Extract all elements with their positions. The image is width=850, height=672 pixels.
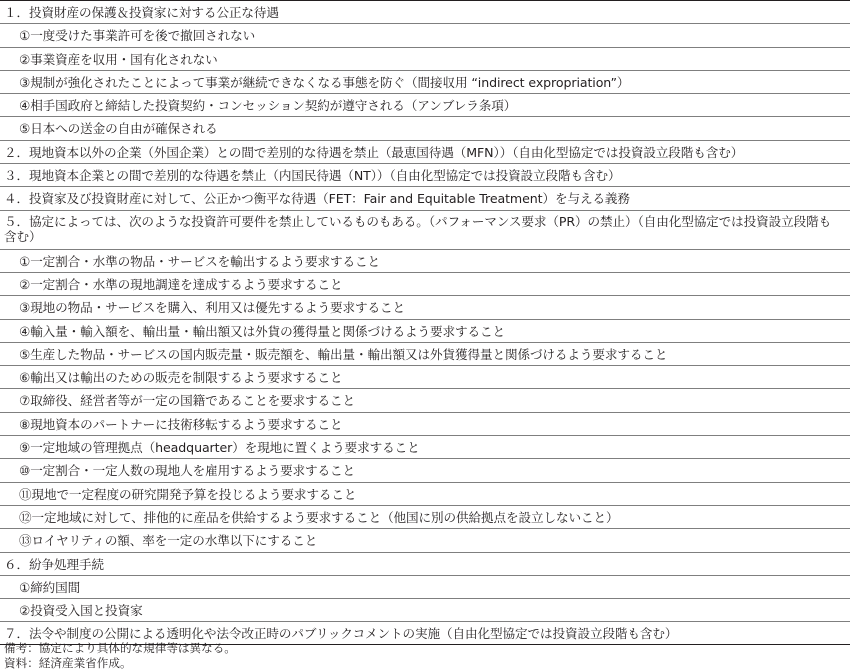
item-text: ⑦取締役、経営者等が一定の国籍であることを要求すること	[19, 393, 356, 409]
item-text: ③現地の物品・サービスを購入、利用又は優先するよう要求すること	[19, 300, 406, 316]
remark-note: 備考：協定により具体的な規律等は異なる。	[4, 641, 236, 655]
section-heading: ３．現地資本企業との間で差別的な待遇を禁止（内国民待遇（NT））（自由化型協定では投資設立段階も含む）	[4, 168, 621, 184]
item-text: ③規制が強化されたことによって事業が継続できなくなる事態を防ぐ（間接収用 “indirect expropriation”）	[19, 74, 630, 90]
item-row	[0, 482, 850, 505]
item-text: ⑨一定地域の管理拠点（headquarter）を現地に置くよう要求すること	[19, 440, 420, 456]
item-row	[0, 342, 850, 365]
item-row	[0, 319, 850, 342]
item-text: ①一度受けた事業許可を後で撤回されない	[19, 28, 256, 44]
item-text: ⑥輸出又は輸出のための販売を制限するよう要求すること	[19, 370, 343, 386]
item-row	[0, 295, 850, 318]
item-row	[0, 272, 850, 295]
item-text: ④輸入量・輸入額を、輸出量・輸出額又は外貨の獲得量と関係づけるよう要求すること	[19, 323, 505, 339]
table-notes	[4, 641, 236, 670]
item-text: ②事業資産を収用・国有化されない	[19, 51, 218, 67]
item-row	[0, 365, 850, 388]
item-row	[0, 575, 850, 598]
item-row	[0, 458, 850, 481]
item-text: ①締約国間	[19, 579, 81, 595]
item-text: ④相手国政府と締結した投資契約・コンセッション契約が遵守される（アンブレラ条項）	[19, 98, 517, 114]
item-row	[0, 70, 850, 93]
section-row	[0, 0, 850, 23]
item-text: ⑬ロイヤリティの額、率を一定の水準以下にすること	[19, 533, 318, 549]
item-row	[0, 435, 850, 458]
item-text: ⑩一定割合・一定人数の現地人を雇用するよう要求すること	[19, 463, 356, 479]
section-row	[0, 163, 850, 186]
item-text: ⑤生産した物品・サービスの国内販売量・販売額を、輸出量・輸出額又は外貨獲得量と関係づけるよう要求すること	[19, 346, 668, 362]
item-row	[0, 598, 850, 621]
section-heading: １．投資財産の保護＆投資家に対する公正な待遇	[4, 5, 279, 20]
section-row	[0, 140, 850, 163]
item-row	[0, 388, 850, 411]
section-row	[0, 552, 850, 575]
section-heading: ６．紛争処理手続	[4, 556, 104, 572]
section-heading: ７．法令や制度の公開による透明化や法令改正時のパブリックコメントの実施（自由化型協定では投資設立段階も含む）	[4, 626, 678, 642]
item-row	[0, 505, 850, 528]
item-row	[0, 47, 850, 70]
section-heading: ５．協定によっては、次のような投資許可要件を禁止しているものもある。（パフォーマンス要求（PR）の禁止）（自由化型協定では投資設立段階も含む）	[4, 213, 832, 245]
item-row	[0, 93, 850, 116]
source-note: 資料：経済産業省作成。	[4, 655, 132, 670]
item-text: ⑫一定地域に対して、排他的に産品を供給するよう要求すること（他国に別の供給拠点を設立しないこと）	[19, 509, 619, 525]
section-row	[0, 210, 850, 249]
item-text: ②投資受入国と投資家	[19, 603, 143, 619]
section-heading: ２．現地資本以外の企業（外国企業）との間で差別的な待遇を禁止（最恵国待遇（MFN））（自由化型協定では投資設立段階も含む）	[4, 144, 744, 160]
item-row	[0, 249, 850, 272]
item-text: ②一定割合・水準の現地調達を達成するよう要求すること	[19, 276, 343, 292]
item-row	[0, 23, 850, 46]
item-row	[0, 412, 850, 435]
section-row	[0, 186, 850, 209]
item-text: ⑪現地で一定程度の研究開発予算を投じるよう要求すること	[19, 486, 357, 502]
item-text: ⑧現地資本のパートナーに技術移転するよう要求すること	[19, 416, 343, 432]
section-heading: ４．投資家及び投資財産に対して、公正かつ衡平な待遇（FET：Fair and Equitable Treatment）を与える義務	[4, 191, 630, 207]
item-text: ①一定割合・水準の物品・サービスを輸出するよう要求すること	[19, 253, 381, 269]
item-row	[0, 528, 850, 551]
item-text: ⑤日本への送金の自由が確保される	[19, 121, 218, 137]
item-row	[0, 116, 850, 139]
